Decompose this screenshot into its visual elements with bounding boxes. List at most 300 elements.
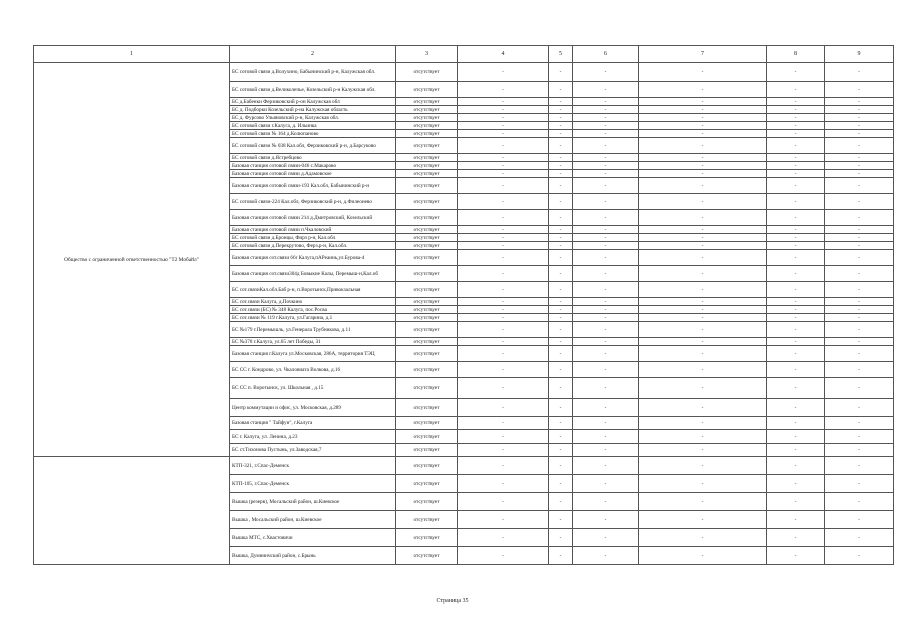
col-6-cell: -: [573, 98, 639, 106]
col-4-cell: -: [458, 266, 549, 282]
col-6-cell: -: [573, 266, 639, 282]
col-5-cell: -: [549, 475, 573, 493]
col-4-cell: -: [458, 226, 549, 234]
status-cell: отсутствует: [396, 130, 458, 138]
col-9-cell: -: [825, 63, 894, 82]
col-6-cell: -: [573, 122, 639, 130]
col-8-cell: -: [767, 242, 825, 250]
col-6-header: 6: [573, 46, 639, 63]
col-8-cell: -: [767, 547, 825, 565]
objects-table: [33, 45, 894, 565]
col-7-cell: -: [639, 529, 767, 547]
object-name-cell: БС сотовой связи-224 Кал.обл, Ферзиковский р-н, д.Филеонево: [230, 194, 396, 210]
object-name-cell: Базовая станция " Тайфун", г.Калуга: [230, 417, 396, 430]
status-cell: отсутствует: [396, 250, 458, 266]
col-9-cell: -: [825, 154, 894, 162]
col-6-cell: -: [573, 178, 639, 194]
col-6-cell: -: [573, 82, 639, 98]
col-6-cell: -: [573, 282, 639, 298]
object-name-cell: БС д. Подборки Козельский р-на Калужская область: [230, 106, 396, 114]
object-name-cell: Базовая станция сотовой связи п.Чкаловский: [230, 226, 396, 234]
col-5-cell: -: [549, 511, 573, 529]
col-8-cell: -: [767, 106, 825, 114]
col-8-cell: -: [767, 266, 825, 282]
col-7-cell: -: [639, 444, 767, 457]
col-9-cell: -: [825, 511, 894, 529]
col-9-cell: -: [825, 226, 894, 234]
col-7-cell: -: [639, 338, 767, 346]
col-4-cell: -: [458, 170, 549, 178]
col-4-cell: -: [458, 138, 549, 154]
object-name-cell: БС сотовой связи д.Волухино, Бабынинский р-н, Калужская обл.: [230, 63, 396, 82]
col-5-cell: -: [549, 362, 573, 378]
col-9-cell: -: [825, 130, 894, 138]
col-6-cell: -: [573, 162, 639, 170]
col-8-cell: -: [767, 178, 825, 194]
col-4-cell: -: [458, 378, 549, 399]
col-7-cell: -: [639, 493, 767, 511]
col-7-cell: -: [639, 362, 767, 378]
col-8-cell: -: [767, 444, 825, 457]
col-7-cell: -: [639, 234, 767, 242]
col-8-cell: -: [767, 98, 825, 106]
col-8-cell: -: [767, 234, 825, 242]
object-name-cell: Вышка МТС, с.Хвастовичи: [230, 529, 396, 547]
col-4-cell: -: [458, 130, 549, 138]
col-9-cell: -: [825, 98, 894, 106]
col-4-cell: -: [458, 242, 549, 250]
status-cell: отсутствует: [396, 242, 458, 250]
col-9-cell: -: [825, 314, 894, 322]
col-7-cell: -: [639, 378, 767, 399]
page-number: Страница 35: [436, 598, 469, 604]
col-7-cell: -: [639, 417, 767, 430]
col-7-cell: -: [639, 282, 767, 298]
object-name-cell: БС сотовой связи д.Ястребцово: [230, 154, 396, 162]
status-cell: отсутствует: [396, 266, 458, 282]
col-8-cell: -: [767, 314, 825, 322]
object-name-cell: БС сот.связи № 119 г.Калуга, ул.Гагарина, д.1: [230, 314, 396, 322]
col-4-cell: -: [458, 430, 549, 444]
col-6-cell: -: [573, 362, 639, 378]
col-5-cell: -: [549, 162, 573, 170]
col-4-cell: -: [458, 298, 549, 306]
col-9-cell: -: [825, 122, 894, 130]
col-5-cell: -: [549, 314, 573, 322]
col-5-cell: -: [549, 282, 573, 298]
object-name-cell: БС сотовой связи № 038 Кал.обл, Ферзиковский р-н, д.Барсуково: [230, 138, 396, 154]
object-name-cell: БС д.Бабенки Ферзиковский р-он Калужская обл: [230, 98, 396, 106]
col-9-cell: -: [825, 298, 894, 306]
col-6-cell: -: [573, 154, 639, 162]
col-8-cell: -: [767, 378, 825, 399]
col-4-cell: -: [458, 417, 549, 430]
col-8-cell: -: [767, 306, 825, 314]
object-name-cell: БС СС п. Воротынск, ул. Школьная , д.15: [230, 378, 396, 399]
status-cell: отсутствует: [396, 547, 458, 565]
col-6-cell: -: [573, 226, 639, 234]
col-6-cell: -: [573, 493, 639, 511]
status-cell: отсутствует: [396, 529, 458, 547]
col-4-cell: -: [458, 82, 549, 98]
col-6-cell: -: [573, 399, 639, 417]
col-7-cell: -: [639, 314, 767, 322]
col-8-cell: -: [767, 138, 825, 154]
status-cell: отсутствует: [396, 154, 458, 162]
col-7-cell: -: [639, 430, 767, 444]
status-cell: отсутствует: [396, 63, 458, 82]
col-8-cell: -: [767, 226, 825, 234]
object-name-cell: Вышка, Думиничский район, с.Брынь: [230, 547, 396, 565]
col-4-cell: -: [458, 282, 549, 298]
status-cell: отсутствует: [396, 314, 458, 322]
col-6-cell: -: [573, 138, 639, 154]
col-4-cell: -: [458, 493, 549, 511]
data-sheet: [33, 45, 893, 565]
status-cell: отсутствует: [396, 82, 458, 98]
col-6-cell: -: [573, 106, 639, 114]
col-6-cell: -: [573, 194, 639, 210]
object-name-cell: БС сот.связи (БС) № 348 Калуга, пос.Росва: [230, 306, 396, 314]
col-5-cell: -: [549, 114, 573, 122]
status-cell: отсутствует: [396, 170, 458, 178]
col-9-cell: -: [825, 346, 894, 362]
object-name-cell: Базовая станция сотовой связи 214 д.Дмитровский, Козельский: [230, 210, 396, 226]
col-4-cell: -: [458, 162, 549, 170]
col-8-cell: -: [767, 457, 825, 475]
object-name-cell: БС №179 г.Перемышль, ул.Генерала Трубникова, д.11: [230, 322, 396, 338]
col-5-cell: -: [549, 529, 573, 547]
col-8-cell: -: [767, 63, 825, 82]
object-name-cell: БС ст.Тихонова Пустынь, ул.Заводская,7: [230, 444, 396, 457]
col-5-cell: -: [549, 234, 573, 242]
col-4-cell: -: [458, 346, 549, 362]
col-6-cell: -: [573, 63, 639, 82]
col-5-cell: -: [549, 399, 573, 417]
object-name-cell: КТП-321, г.Спас-Деменск: [230, 457, 396, 475]
col-7-cell: -: [639, 457, 767, 475]
table-row: [34, 457, 894, 475]
col-7-cell: -: [639, 194, 767, 210]
col-7-cell: -: [639, 114, 767, 122]
status-cell: отсутствует: [396, 511, 458, 529]
col-8-cell: -: [767, 511, 825, 529]
col-9-cell: -: [825, 178, 894, 194]
col-9-cell: -: [825, 378, 894, 399]
col-8-cell: -: [767, 114, 825, 122]
col-8-cell: -: [767, 82, 825, 98]
col-7-cell: -: [639, 170, 767, 178]
col-9-cell: -: [825, 170, 894, 178]
organization-cell: Общество с ограниченной ответственностью "Т2 Мобайл": [34, 63, 230, 457]
col-8-cell: -: [767, 170, 825, 178]
col-5-cell: -: [549, 298, 573, 306]
col-7-cell: -: [639, 98, 767, 106]
col-6-cell: -: [573, 322, 639, 338]
col-6-cell: -: [573, 114, 639, 122]
status-cell: отсутствует: [396, 399, 458, 417]
col-8-cell: -: [767, 346, 825, 362]
col-8-cell: -: [767, 362, 825, 378]
col-9-cell: -: [825, 493, 894, 511]
object-name-cell: Базовая станция сотовой связи-046 с.Макарово: [230, 162, 396, 170]
status-cell: отсутствует: [396, 114, 458, 122]
col-7-cell: -: [639, 106, 767, 114]
col-7-cell: -: [639, 210, 767, 226]
object-name-cell: БС №378 г.Калуга, ул.65 лет Победы, 31: [230, 338, 396, 346]
status-cell: отсутствует: [396, 98, 458, 106]
col-4-cell: -: [458, 98, 549, 106]
col-5-cell: -: [549, 210, 573, 226]
col-5-cell: -: [549, 194, 573, 210]
col-8-cell: -: [767, 154, 825, 162]
col-6-cell: -: [573, 529, 639, 547]
col-4-cell: -: [458, 444, 549, 457]
col-7-cell: -: [639, 399, 767, 417]
object-name-cell: БС сотовой связи д.Бронцы, Фирз р-н, Кал.обл: [230, 234, 396, 242]
col-5-cell: -: [549, 82, 573, 98]
status-cell: отсутствует: [396, 298, 458, 306]
col-9-cell: -: [825, 362, 894, 378]
col-7-cell: -: [639, 162, 767, 170]
object-name-cell: БС сот.связи Калуга, д.Почкино: [230, 298, 396, 306]
col-5-cell: -: [549, 493, 573, 511]
col-4-cell: -: [458, 178, 549, 194]
col-5-cell: -: [549, 430, 573, 444]
col-4-cell: -: [458, 250, 549, 266]
status-cell: отсутствует: [396, 194, 458, 210]
col-4-cell: -: [458, 194, 549, 210]
object-name-cell: Базовая станция сот.связи 66r Калуга,пАРеаинь,ул.Бурова-4: [230, 250, 396, 266]
col-7-cell: -: [639, 511, 767, 529]
status-cell: отсутствует: [396, 378, 458, 399]
col-6-cell: -: [573, 306, 639, 314]
col-7-header: 7: [639, 46, 767, 63]
col-1-header: 1: [34, 46, 230, 63]
col-6-cell: -: [573, 250, 639, 266]
col-7-cell: -: [639, 63, 767, 82]
object-name-cell: Базовая станция сотовой связи д.Адамовское: [230, 170, 396, 178]
col-5-cell: -: [549, 250, 573, 266]
object-name-cell: Базовая станция сот.связи304д Бовыкие Калы, Перемыш-н,Кал.об: [230, 266, 396, 282]
col-6-cell: -: [573, 242, 639, 250]
col-9-cell: -: [825, 475, 894, 493]
col-7-cell: -: [639, 226, 767, 234]
col-7-cell: -: [639, 266, 767, 282]
status-cell: отсутствует: [396, 444, 458, 457]
col-5-cell: -: [549, 346, 573, 362]
col-7-cell: -: [639, 475, 767, 493]
col-7-cell: -: [639, 178, 767, 194]
col-8-cell: -: [767, 475, 825, 493]
col-7-cell: -: [639, 138, 767, 154]
col-6-cell: -: [573, 234, 639, 242]
col-9-cell: -: [825, 82, 894, 98]
col-9-cell: -: [825, 250, 894, 266]
status-cell: отсутствует: [396, 282, 458, 298]
col-9-cell: -: [825, 457, 894, 475]
object-name-cell: БС сотовой связи д.Великолепье, Козельский р-н Калужская обл.: [230, 82, 396, 98]
col-6-cell: -: [573, 430, 639, 444]
object-name-cell: Базовая станция г.Калуга ул.Московская, 286А, территория ТЭЦ: [230, 346, 396, 362]
col-9-cell: -: [825, 444, 894, 457]
col-9-cell: -: [825, 547, 894, 565]
col-5-cell: -: [549, 444, 573, 457]
status-cell: отсутствует: [396, 322, 458, 338]
col-5-cell: -: [549, 154, 573, 162]
col-6-cell: -: [573, 130, 639, 138]
col-8-cell: -: [767, 493, 825, 511]
col-5-cell: -: [549, 138, 573, 154]
organization-cell: [34, 457, 230, 565]
object-name-cell: БС сотовой связи № 164 д.Колюпаново: [230, 130, 396, 138]
table-row: [34, 63, 894, 82]
col-8-cell: -: [767, 322, 825, 338]
status-cell: отсутствует: [396, 338, 458, 346]
col-5-cell: -: [549, 122, 573, 130]
col-9-cell: -: [825, 106, 894, 114]
col-7-cell: -: [639, 154, 767, 162]
col-6-cell: -: [573, 547, 639, 565]
col-4-cell: -: [458, 63, 549, 82]
col-7-cell: -: [639, 298, 767, 306]
col-3-header: 3: [396, 46, 458, 63]
status-cell: отсутствует: [396, 430, 458, 444]
object-name-cell: БС д. Фурсово Ульяновский р-н, Калужская обл.: [230, 114, 396, 122]
col-6-cell: -: [573, 346, 639, 362]
col-7-cell: -: [639, 242, 767, 250]
col-4-cell: -: [458, 122, 549, 130]
object-name-cell: Вышка (резерв), Мосальский район, ш.Киевское: [230, 493, 396, 511]
status-cell: отсутствует: [396, 306, 458, 314]
col-4-cell: -: [458, 306, 549, 314]
col-4-cell: -: [458, 457, 549, 475]
col-5-cell: -: [549, 547, 573, 565]
col-5-cell: -: [549, 306, 573, 314]
col-5-header: 5: [549, 46, 573, 63]
col-5-cell: -: [549, 170, 573, 178]
col-4-cell: -: [458, 475, 549, 493]
status-cell: отсутствует: [396, 475, 458, 493]
col-8-cell: -: [767, 130, 825, 138]
col-9-cell: -: [825, 194, 894, 210]
col-8-cell: -: [767, 399, 825, 417]
col-4-cell: -: [458, 511, 549, 529]
col-9-cell: -: [825, 322, 894, 338]
status-cell: отсутствует: [396, 346, 458, 362]
col-5-cell: -: [549, 226, 573, 234]
col-7-cell: -: [639, 250, 767, 266]
col-6-cell: -: [573, 444, 639, 457]
status-cell: отсутствует: [396, 457, 458, 475]
col-7-cell: -: [639, 306, 767, 314]
col-5-cell: -: [549, 63, 573, 82]
col-6-cell: -: [573, 417, 639, 430]
col-2-header: 2: [230, 46, 396, 63]
col-4-cell: -: [458, 399, 549, 417]
col-5-cell: -: [549, 106, 573, 114]
col-9-cell: -: [825, 162, 894, 170]
col-8-header: 8: [767, 46, 825, 63]
col-4-cell: -: [458, 338, 549, 346]
col-7-cell: -: [639, 122, 767, 130]
col-5-cell: -: [549, 266, 573, 282]
object-name-cell: Центр коммутации и офис, ул. Московская, д.289: [230, 399, 396, 417]
col-5-cell: -: [549, 457, 573, 475]
col-6-cell: -: [573, 338, 639, 346]
col-4-cell: -: [458, 106, 549, 114]
status-cell: отсутствует: [396, 178, 458, 194]
object-name-cell: БС г. Калуга, ул. Ленина, д.23: [230, 430, 396, 444]
col-5-cell: -: [549, 417, 573, 430]
col-4-cell: -: [458, 547, 549, 565]
col-6-cell: -: [573, 457, 639, 475]
col-8-cell: -: [767, 417, 825, 430]
col-5-cell: -: [549, 242, 573, 250]
col-9-cell: -: [825, 266, 894, 282]
header-row: [34, 46, 894, 63]
col-9-cell: -: [825, 210, 894, 226]
col-9-cell: -: [825, 417, 894, 430]
col-9-cell: -: [825, 338, 894, 346]
status-cell: отсутствует: [396, 138, 458, 154]
col-6-cell: -: [573, 210, 639, 226]
col-5-cell: -: [549, 130, 573, 138]
col-7-cell: -: [639, 346, 767, 362]
col-9-cell: -: [825, 234, 894, 242]
col-7-cell: -: [639, 130, 767, 138]
col-8-cell: -: [767, 210, 825, 226]
col-7-cell: -: [639, 82, 767, 98]
col-6-cell: -: [573, 475, 639, 493]
col-4-cell: -: [458, 114, 549, 122]
status-cell: отсутствует: [396, 106, 458, 114]
status-cell: отсутствует: [396, 362, 458, 378]
status-cell: отсутствует: [396, 493, 458, 511]
status-cell: отсутствует: [396, 162, 458, 170]
col-6-cell: -: [573, 170, 639, 178]
status-cell: отсутствует: [396, 122, 458, 130]
object-name-cell: БС СС г. Кондрово, ул. Чкаловиата Волкова, д.16: [230, 362, 396, 378]
col-5-cell: -: [549, 178, 573, 194]
col-6-cell: -: [573, 298, 639, 306]
col-5-cell: -: [549, 98, 573, 106]
status-cell: отсутствует: [396, 226, 458, 234]
col-4-cell: -: [458, 362, 549, 378]
table-body: [34, 63, 894, 565]
col-8-cell: -: [767, 338, 825, 346]
col-4-header: 4: [458, 46, 549, 63]
object-name-cell: БС сот.связиКал.обл.Баб р-н, п.Воротынск,Привокзальная: [230, 282, 396, 298]
col-9-cell: -: [825, 529, 894, 547]
col-8-cell: -: [767, 250, 825, 266]
col-9-cell: -: [825, 242, 894, 250]
col-4-cell: -: [458, 210, 549, 226]
object-name-cell: Базовая станция сотовой связи-193 Кал.обл, Бабынинский р-н: [230, 178, 396, 194]
col-5-cell: -: [549, 378, 573, 399]
status-cell: отсутствует: [396, 417, 458, 430]
object-name-cell: БС сотовой связи г.Калуга, д. Ильинка: [230, 122, 396, 130]
col-5-cell: -: [549, 338, 573, 346]
col-8-cell: -: [767, 162, 825, 170]
status-cell: отсутствует: [396, 210, 458, 226]
col-8-cell: -: [767, 122, 825, 130]
col-6-cell: -: [573, 511, 639, 529]
col-9-cell: -: [825, 306, 894, 314]
col-9-cell: -: [825, 282, 894, 298]
col-8-cell: -: [767, 282, 825, 298]
col-4-cell: -: [458, 314, 549, 322]
